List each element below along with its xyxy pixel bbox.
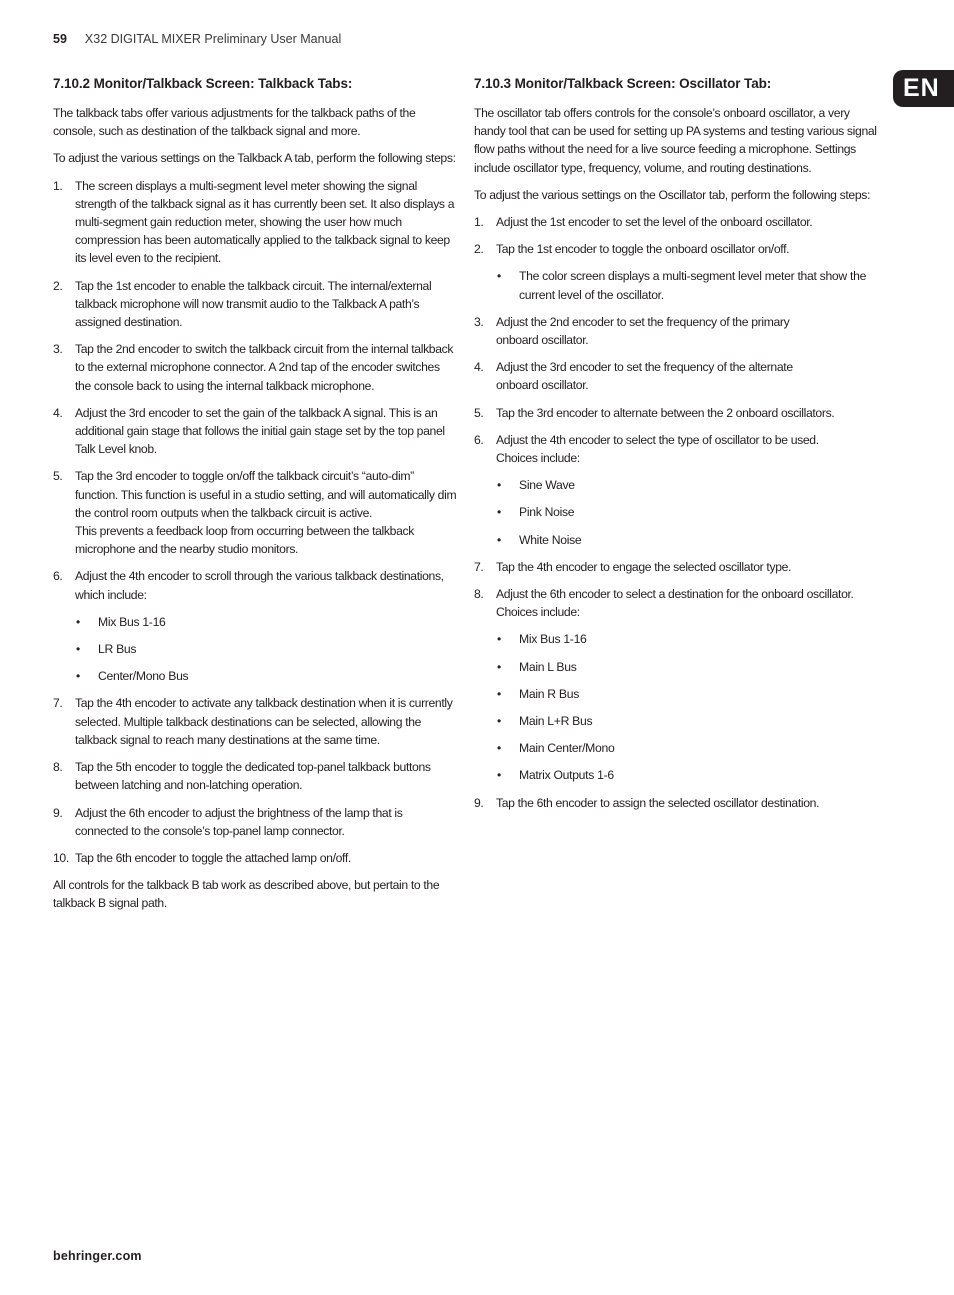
oscillator-destination: • Main L Bus xyxy=(474,658,879,676)
footer-website: behringer.com xyxy=(53,1249,142,1263)
talkback-step-6: 6. Adjust the 4th encoder to scroll through the various talkback destinations, which include: xyxy=(53,569,444,602)
manual-title: X32 DIGITAL MIXER Preliminary User Manual xyxy=(84,32,342,46)
talkback-step-1: 1. The screen displays a multi-segment level meter showing the signal strength of the talkback signal as it has currently been set. It also displays a multi-segment gain reduction meter, showing the user how much compression has been automatically applied to the talkback signal to keep its level even to the recipient. xyxy=(53,178,455,266)
talkback-intro: The talkback tabs offer various adjustments for the talkback paths of the console, such as destination of the talkback signal and more. xyxy=(53,106,416,139)
oscillator-step-8: 8. Adjust the 6th encoder to select a destination for the onboard oscillator. Choices include: xyxy=(474,587,854,620)
talkback-step-4: 4. Adjust the 3rd encoder to set the gain of the talkback A signal. This is an additional gain stage that follows the initial gain stage set by the top panel Talk Level knob. xyxy=(53,405,445,457)
oscillator-step-6: 6. Adjust the 4th encoder to select the type of oscillator to be used. Choices include: xyxy=(474,432,819,466)
oscillator-intro: The oscillator tab offers controls for the console’s onboard oscillator, a very handy tool that can be used for setting up PA systems and testing various signal flow paths without the need for a live source feeding a microphone. Settings include oscillator type, frequency, volume, and routing destinations. xyxy=(474,106,877,175)
right-column xyxy=(474,76,879,821)
oscillator-step-9: 9. Tap the 6th encoder to assign the selected oscillator destination. xyxy=(474,795,820,810)
oscillator-heading: 7.10.3 Monitor/Talkback Screen: Oscillator Tab: xyxy=(474,76,772,91)
talkback-step-7: 7. Tap the 4th encoder to activate any talkback destination when it is currently selected. Multiple talkback destinations can be selected, allowing the talkback signal to reach many destinations at the same time. xyxy=(53,696,453,747)
talkback-destination: • Mix Bus 1-16 xyxy=(53,613,458,631)
oscillator-type: • Pink Noise xyxy=(474,503,879,521)
talkback-destination: • LR Bus xyxy=(53,640,458,658)
talkback-destination: • Center/Mono Bus xyxy=(53,667,458,685)
page-header xyxy=(53,32,341,46)
oscillator-type: • Sine Wave xyxy=(474,476,879,494)
oscillator-destination: • Main R Bus xyxy=(474,685,879,703)
language-tab: EN xyxy=(893,70,954,107)
oscillator-step-4: 4. Adjust the 3rd encoder to set the frequency of the alternate onboard oscillator. xyxy=(474,360,793,393)
oscillator-destination: • Main Center/Mono xyxy=(474,739,879,757)
oscillator-instruction: To adjust the various settings on the Oscillator tab, perform the following steps: xyxy=(474,187,871,202)
talkback-closing: All controls for the talkback B tab work as described above, but pertain to the talkback B signal path. xyxy=(53,878,440,911)
oscillator-destination: • Mix Bus 1-16 xyxy=(474,630,879,648)
talkback-step-5: 5. Tap the 3rd encoder to toggle on/off the talkback circuit’s “auto-dim” function. This function is useful in a studio setting, and will automatically dim the control room outputs when the talkback circuit is active. This prevents a feedback loop from occurring between the talkback microphone and the nearby studio monitors. xyxy=(53,469,457,557)
oscillator-destination: • Main L+R Bus xyxy=(474,712,879,730)
oscillator-step-7: 7. Tap the 4th encoder to engage the selected oscillator type. xyxy=(474,559,792,574)
page-number: 59 xyxy=(53,32,67,46)
talkback-step-10: 10. Tap the 6th encoder to toggle the attached lamp on/off. xyxy=(53,850,351,865)
oscillator-destination: • Matrix Outputs 1-6 xyxy=(474,766,879,784)
oscillator-step-2: 2. Tap the 1st encoder to toggle the onboard oscillator on/off. xyxy=(474,242,790,257)
oscillator-type: • White Noise xyxy=(474,531,879,549)
left-column xyxy=(53,76,458,922)
oscillator-step-5: 5. Tap the 3rd encoder to alternate between the 2 onboard oscillators. xyxy=(474,405,835,420)
oscillator-step-3: 3. Adjust the 2nd encoder to set the frequency of the primary onboard oscillator. xyxy=(474,314,790,348)
talkback-step-9: 9. Adjust the 6th encoder to adjust the brightness of the lamp that is connected to the console’s top-panel lamp connector. xyxy=(53,805,403,838)
talkback-heading: 7.10.2 Monitor/Talkback Screen: Talkback Tabs: xyxy=(53,76,353,91)
talkback-step-2: 2. Tap the 1st encoder to enable the talkback circuit. The internal/external talkback microphone will now transmit audio to the Talkback A path’s assigned destination. xyxy=(53,278,432,330)
oscillator-step-2-note: • The color screen displays a multi-segment level meter that show the current level of the oscillator. xyxy=(474,267,879,303)
oscillator-step-1: 1. Adjust the 1st encoder to set the level of the onboard oscillator. xyxy=(474,215,813,230)
talkback-step-3: 3. Tap the 2nd encoder to switch the talkback circuit from the internal talkback to the external microphone connector. A 2nd tap of the encoder switches the console back to using the internal talkback microphone. xyxy=(53,342,454,393)
talkback-instruction: To adjust the various settings on the Talkback A tab, perform the following steps: xyxy=(53,151,456,166)
talkback-step-8: 8. Tap the 5th encoder to toggle the dedicated top-panel talkback buttons between latching and non-latching operation. xyxy=(53,760,431,793)
